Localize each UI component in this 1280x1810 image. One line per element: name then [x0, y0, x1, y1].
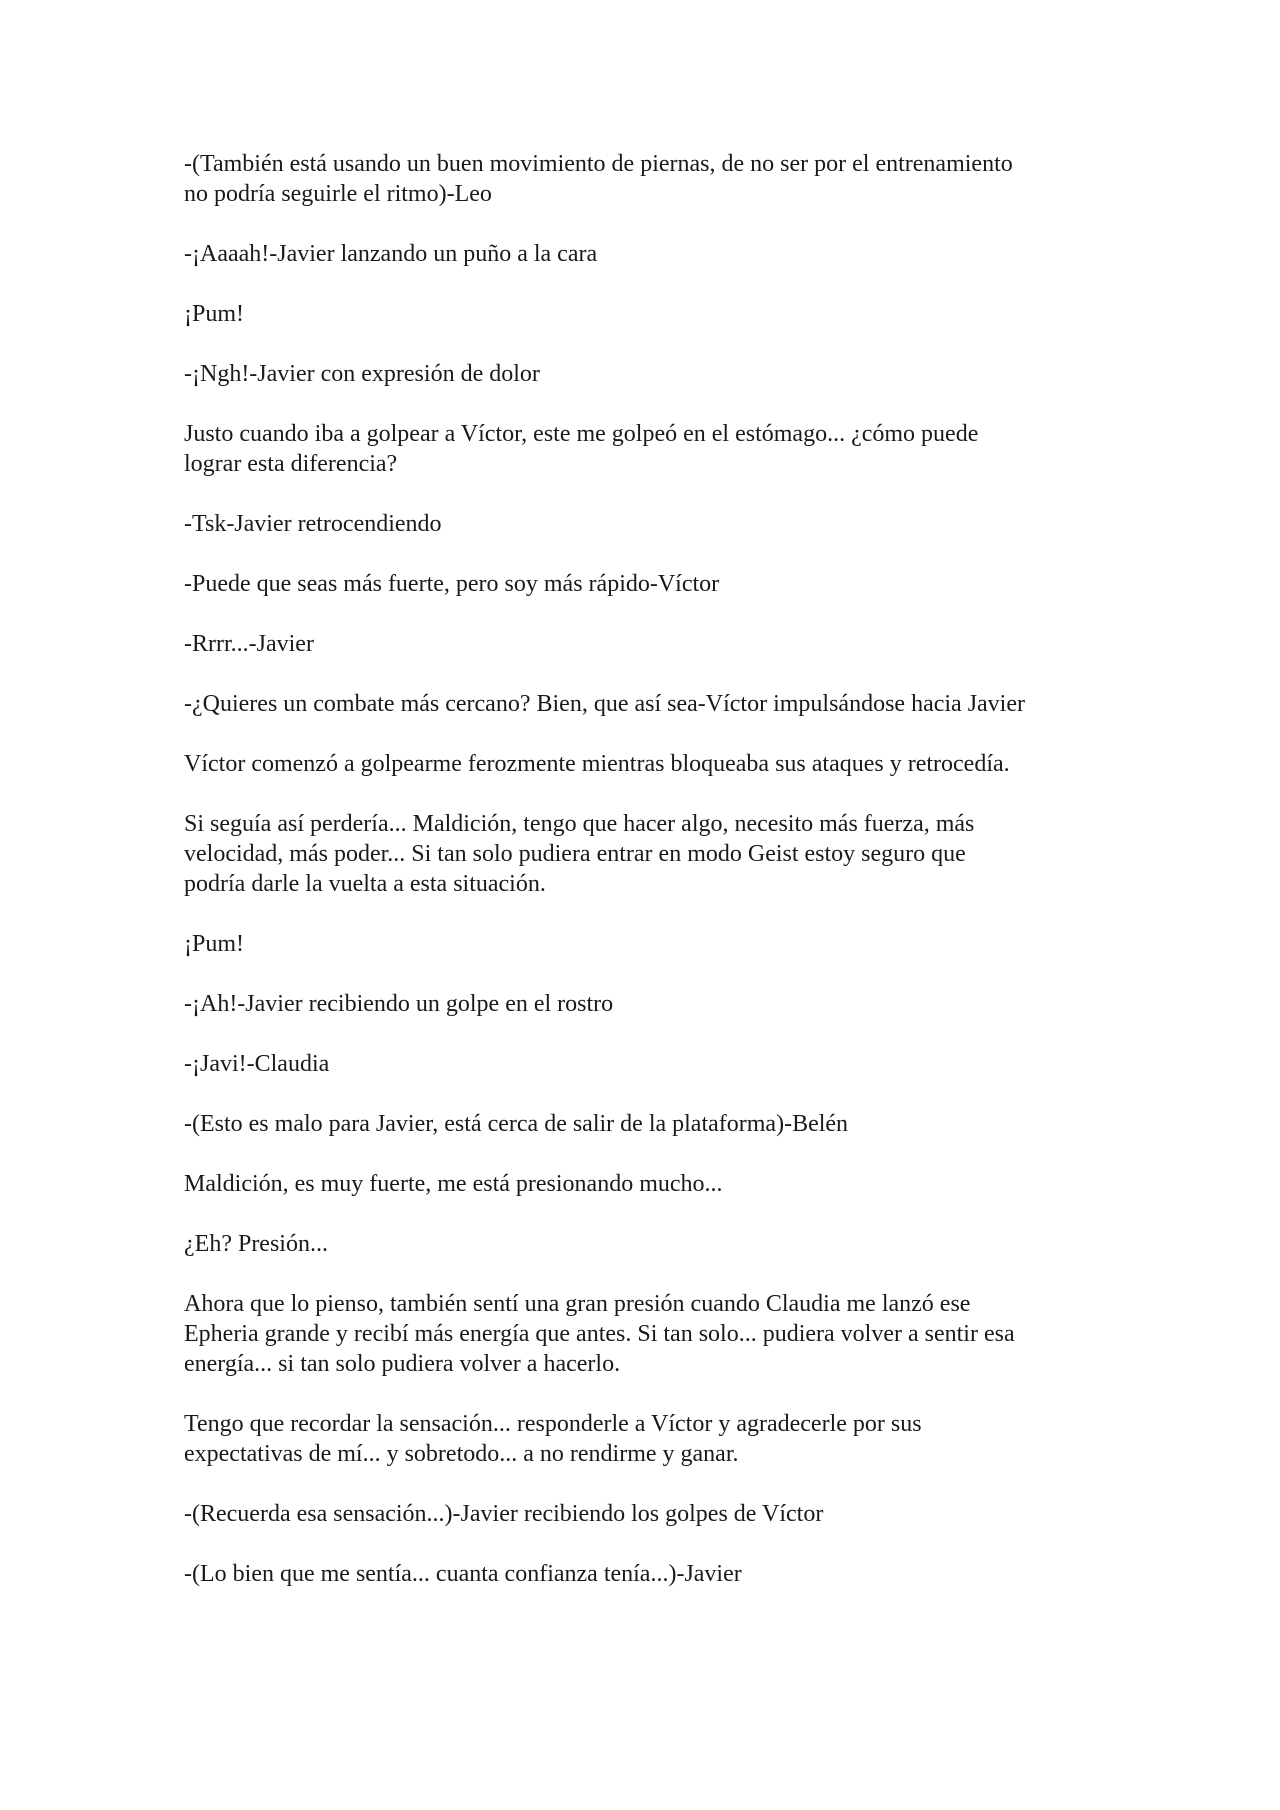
paragraph: ¡Pum! — [184, 931, 244, 957]
paragraph: -(Recuerda esa sensación...)-Javier recibiendo los golpes de Víctor — [184, 1501, 824, 1527]
paragraph: -(También está usando un buen movimiento de piernas, de no ser por el entrenamiento no podría seguirle el ritmo)-Leo — [184, 151, 1013, 207]
paragraph: -¡Aaaah!-Javier lanzando un puño a la cara — [184, 241, 598, 267]
paragraph: Si seguía así perdería... Maldición, tengo que hacer algo, necesito más fuerza, más velocidad, más poder... Si tan solo pudiera entrar en modo Geist estoy seguro que podría darle la vuelta a esta situación. — [184, 811, 975, 897]
paragraph: -¿Quieres un combate más cercano? Bien, que así sea-Víctor impulsándose hacia Javier — [184, 691, 1025, 717]
paragraph: Tengo que recordar la sensación... responderle a Víctor y agradecerle por sus expectativas de mí... y sobretodo... a no rendirme y ganar. — [184, 1411, 922, 1467]
paragraph: Ahora que lo pienso, también sentí una gran presión cuando Claudia me lanzó ese Epheria grande y recibí más energía que antes. Si tan solo... pudiera volver a sentir esa energía... si tan solo pudiera volver a hacerlo. — [184, 1291, 1015, 1377]
paragraph: -¡Ngh!-Javier con expresión de dolor — [184, 361, 540, 387]
paragraph: -(Esto es malo para Javier, está cerca de salir de la plataforma)-Belén — [184, 1111, 849, 1137]
paragraph: Maldición, es muy fuerte, me está presionando mucho... — [184, 1171, 723, 1197]
paragraph: -¡Ah!-Javier recibiendo un golpe en el rostro — [184, 991, 614, 1017]
document-body — [184, 149, 1104, 1619]
paragraph: Justo cuando iba a golpear a Víctor, este me golpeó en el estómago... ¿cómo puede lograr esta diferencia? — [184, 421, 979, 477]
paragraph: ¿Eh? Presión... — [184, 1231, 328, 1257]
paragraph: Víctor comenzó a golpearme ferozmente mientras bloqueaba sus ataques y retrocedía. — [184, 751, 1010, 777]
paragraph: -¡Javi!-Claudia — [184, 1051, 330, 1077]
paragraph: -Tsk-Javier retrocendiendo — [184, 511, 442, 537]
paragraph: -Rrrr...-Javier — [184, 631, 314, 657]
paragraph: ¡Pum! — [184, 301, 244, 327]
paragraph: -Puede que seas más fuerte, pero soy más rápido-Víctor — [184, 571, 720, 597]
paragraph: -(Lo bien que me sentía... cuanta confianza tenía...)-Javier — [184, 1561, 742, 1587]
